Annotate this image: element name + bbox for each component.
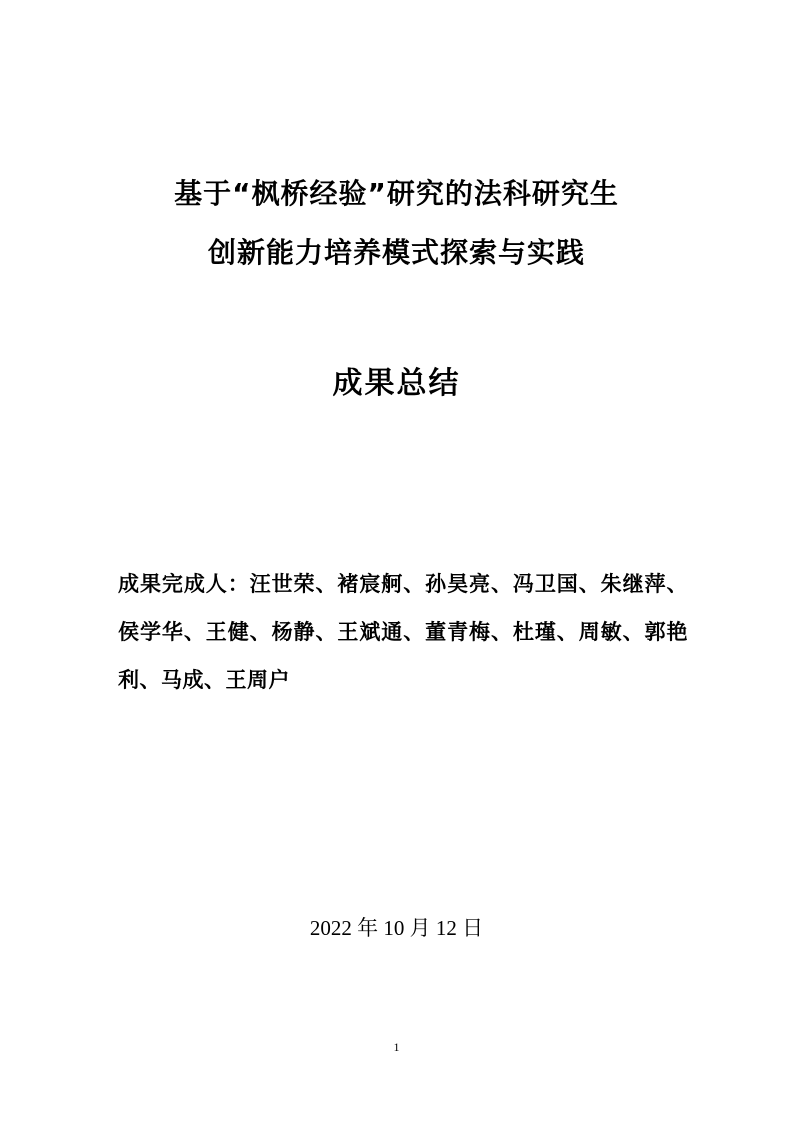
authors-label: 成果完成人： [118, 571, 250, 596]
document-subtitle: 成果总结 [332, 366, 461, 401]
page-number: 1 [393, 1040, 400, 1054]
authors-paragraph [118, 560, 688, 704]
document-date: 2022 年 10 月 12 日 [309, 916, 484, 940]
title-line-1: 基于“枫桥经验”研究的法科研究生 [174, 177, 619, 210]
title-line-2: 创新能力培养模式探索与实践 [207, 236, 585, 269]
authors-names: 汪世荣、褚宸舸、孙昊亮、冯卫国、朱继萍、侯学华、王健、杨静、王斌通、董青梅、杜瑾、周敏、郭艳利、马成、王周户 [118, 571, 688, 692]
